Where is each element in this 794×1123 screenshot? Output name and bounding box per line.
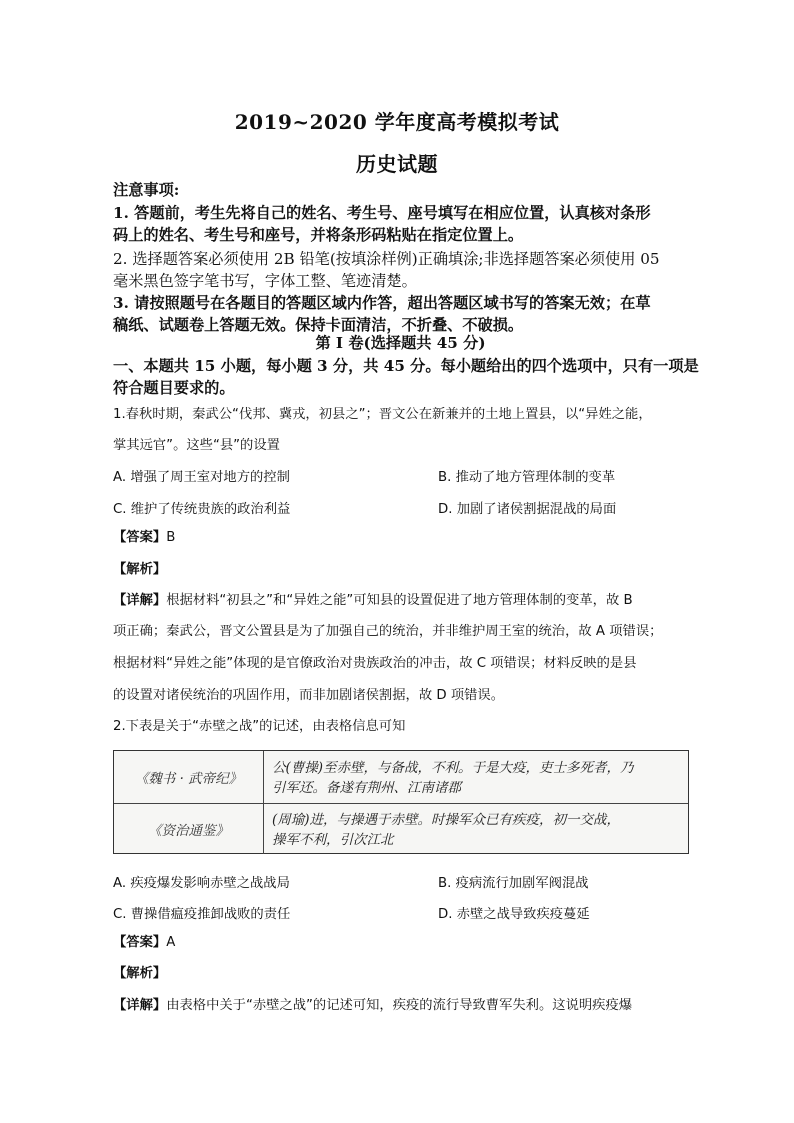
q1-analysis-tag: 【解析】 — [113, 562, 167, 577]
q2-option-d: D. 赤壁之战导致疾疫蔓延 — [438, 907, 590, 922]
q2-option-a: A. 疾疫爆发影响赤壁之战战局 — [113, 876, 290, 891]
q2-stem: 2.下表是关于“赤壁之战”的记述，由表格信息可知 — [113, 719, 406, 734]
q1-option-a: A. 增强了周王室对地方的控制 — [113, 470, 290, 485]
answer-value: A — [166, 935, 176, 950]
table-row — [114, 803, 688, 854]
q2-analysis-tag: 【解析】 — [113, 966, 167, 981]
q1-option-d: D. 加剧了诸侯割据混战的局面 — [438, 502, 617, 517]
detail-tag: 【详解】 — [113, 593, 167, 608]
table-row — [114, 751, 688, 804]
notice-line: 2. 选择题答案必须使用 2B 铅笔(按填涂样例)正确填涂;非选择题答案必须使用 05 — [113, 250, 660, 268]
q1-answer — [113, 528, 688, 548]
answer-tag: 【答案】 — [113, 530, 167, 545]
q2-option-c: C. 曹操借瘟疫推卸战败的责任 — [113, 907, 291, 922]
q2-option-b: B. 疫病流行加剧军阀混战 — [438, 876, 589, 891]
q1-option-c: C. 维护了传统贵族的政治利益 — [113, 502, 291, 517]
table-source-cell: 《魏书 · 武帝纪》 — [114, 751, 264, 803]
notice-line: 1. 答题前，考生先将自己的姓名、考生号、座号填写在相应位置，认真核对条形 — [113, 204, 651, 222]
section-intro: 符合题目要求的。 — [113, 379, 235, 397]
notice-line: 3. 请按照题号在各题目的答题区域内作答，超出答题区域书写的答案无效；在草 — [113, 294, 651, 312]
detail-text: 根据材料“初县之”和“异姓之能”可知县的设置促进了地方管理体制的变革，故 B — [166, 593, 633, 608]
answer-tag: 【答案】 — [113, 935, 167, 950]
table-content-line: 公(曹操)至赤壁，与备战，不利。于是大疫，吏士多死者，乃 — [272, 760, 634, 776]
section-title: 第 I 卷(选择题共 45 分) — [315, 334, 486, 352]
q1-stem: 1.春秋时期，秦武公“伐邦、冀戎，初县之”；晋文公在新兼并的土地上置县，以“异姓之能， — [113, 407, 652, 422]
q1-stem: 掌其远官”。这些“县”的设置 — [113, 438, 280, 453]
q1-option-b: B. 推动了地方管理体制的变革 — [438, 470, 616, 485]
exam-title: 2019~2020 学年度高考模拟考试 — [234, 110, 560, 134]
q2-table — [113, 750, 689, 854]
detail-text: 由表格中关于“赤壁之战”的记述可知，疾疫的流行导致曹军失利。这说明疾疫爆 — [166, 998, 633, 1013]
table-source-cell: 《资治通鉴》 — [114, 803, 264, 854]
q2-answer — [113, 933, 688, 953]
q1-detail: 根据材料“异姓之能”体现的是官僚政治对贵族政治的冲击，故 C 项错误；材料反映的是县 — [113, 656, 637, 671]
q2-detail — [113, 996, 688, 1016]
detail-tag: 【详解】 — [113, 998, 167, 1013]
q1-detail — [113, 591, 688, 611]
answer-value: B — [166, 530, 176, 545]
table-content-line: (周瑜)进，与操遇于赤壁。时操军众已有疾疫，初一交战， — [272, 812, 621, 828]
notice-line: 码上的姓名、考生号和座号，并将条形码粘贴在指定位置上。 — [113, 226, 524, 244]
q1-detail: 项正确；秦武公，晋文公置县是为了加强自己的统治，并非维护周王室的统治，故 A 项错误； — [113, 624, 663, 639]
table-content-line: 引军还。备遂有荆州、江南诸郡 — [272, 780, 461, 796]
table-content-cell — [272, 810, 682, 850]
exam-subtitle: 历史试题 — [356, 152, 438, 176]
notice-line: 毫米黑色签字笔书写，字体工整、笔迹清楚。 — [113, 272, 417, 290]
notice-heading: 注意事项: — [113, 181, 180, 199]
section-intro: 一、本题共 15 小题，每小题 3 分，共 45 分。每小题给出的四个选项中，只有一项是 — [113, 357, 699, 375]
table-content-cell — [272, 758, 682, 798]
q1-detail: 的设置对诸侯统治的巩固作用，而非加剧诸侯割据，故 D 项错误。 — [113, 688, 505, 703]
notice-line: 稿纸、试题卷上答题无效。保持卡面清洁，不折叠、不破损。 — [113, 316, 524, 334]
table-content-line: 操军不利，引次江北 — [272, 832, 394, 848]
